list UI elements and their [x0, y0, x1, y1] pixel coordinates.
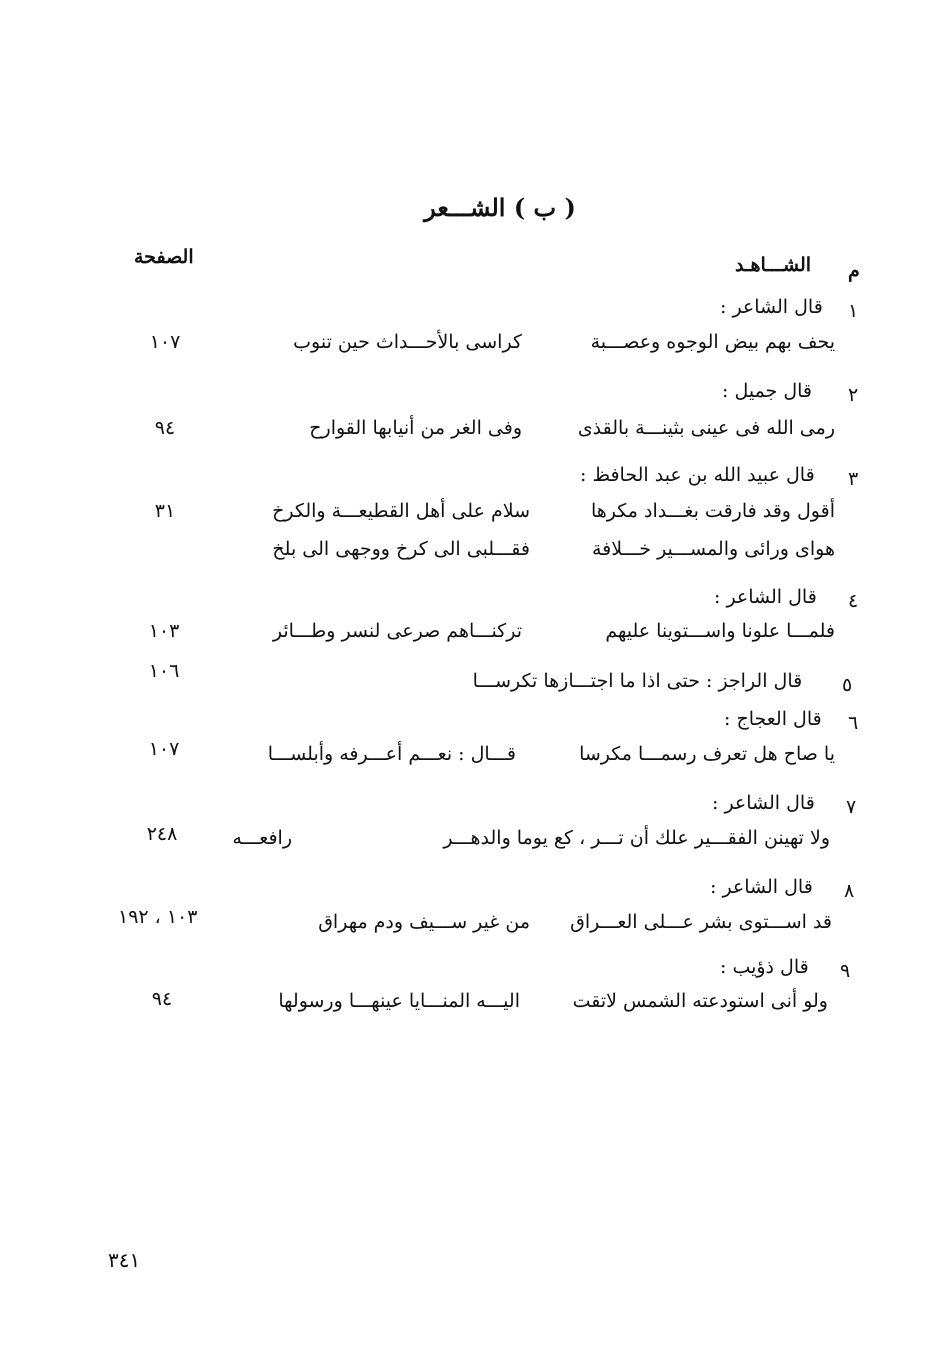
- entry-8-number: ٨: [844, 880, 855, 902]
- entry-1-line-1-first: يحف بهم بيض الوجوه وعصـــبة: [590, 331, 835, 353]
- page-number: ٣٤١: [108, 1248, 141, 1272]
- entry-9-line-1-second: اليـــه المنـــايا عينهـــا ورسولها: [278, 990, 520, 1012]
- entry-3-line-2-first: هواى ورائى والمســـير خـــلافة: [591, 538, 835, 560]
- entry-7-number: ٧: [846, 796, 857, 818]
- entry-7-intro: قال الشاعر :: [712, 792, 815, 814]
- entry-2-number: ٢: [848, 384, 859, 406]
- entry-3-page: ٣١: [154, 500, 176, 522]
- entry-2-page: ٩٤: [154, 417, 176, 439]
- entry-2-line-1-first: رمى الله فى عينى بثينـــة بالقذى: [577, 417, 835, 439]
- entry-1-page: ١٠٧: [149, 331, 181, 353]
- entry-4-line-1-second: تركنـــاهم صرعى لنسر وطـــائر: [272, 620, 522, 642]
- entry-8-page: ١٠٣ ، ١٩٢: [118, 906, 198, 928]
- entry-6-intro: قال العجاج :: [724, 708, 822, 730]
- entry-3-line-1-first: أقول وقد فارقت بغـــداد مكرها: [591, 500, 835, 522]
- entry-7-line-1-second: رافعـــه: [232, 827, 292, 849]
- section-title: ( ب ) الشـــعر: [424, 193, 576, 222]
- entry-4-intro: قال الشاعر :: [714, 586, 817, 608]
- entry-3-number: ٣: [848, 468, 859, 490]
- entry-7-page: ٢٤٨: [146, 823, 178, 845]
- entry-4-page: ١٠٣: [148, 620, 180, 642]
- entry-9-intro: قال ذؤيب :: [720, 956, 809, 978]
- entry-2-line-1-second: وفى الغر من أنيابها القوارح: [309, 417, 522, 439]
- entry-9-page: ٩٤: [151, 988, 173, 1010]
- header-number: م: [848, 260, 860, 282]
- entry-3-intro: قال عبيد الله بن عبد الحافظ :: [580, 464, 815, 486]
- entry-9-line-1-first: ولو أنى استودعته الشمس لاتقت: [572, 990, 828, 1012]
- entry-8-line-1-first: قد اســـتوى بشر عـــلى العـــراق: [570, 911, 832, 933]
- entry-5-intro: قال الراجز :: [706, 670, 803, 692]
- entry-2-intro: قال جميل :: [722, 380, 813, 402]
- entry-3-line-2-second: فقـــلبى الى كرخ ووجهى الى بلخ: [272, 538, 530, 560]
- entry-8-line-1-second: من غير ســـيف ودم مهراق: [318, 911, 530, 933]
- entry-1-intro: قال الشاعر :: [720, 296, 823, 318]
- entry-6-page: ١٠٧: [148, 738, 180, 760]
- entry-1-line-1-second: كراسى بالأحـــداث حين تنوب: [293, 331, 522, 353]
- entry-4-number: ٤: [848, 590, 859, 612]
- entry-9-number: ٩: [840, 960, 851, 982]
- header-page: الصفحة: [134, 246, 194, 268]
- entry-4-line-1-first: فلمـــا علونا واســـتوينا عليهم: [605, 620, 835, 642]
- entry-7-line-1-first: ولا تهينن الفقـــير علك أن تـــر ، كع يوما والدهـــر: [443, 827, 830, 849]
- entry-5-number: ٥: [842, 674, 853, 696]
- entry-5-page: ١٠٦: [148, 660, 180, 682]
- entry-1-number: ١: [848, 300, 859, 322]
- entry-3-line-1-second: سلام على أهل القطيعـــة والكرخ: [272, 500, 530, 522]
- header-shahid: الشـــاهـد: [735, 254, 812, 276]
- entry-5-inline-verse: حتى اذا ما اجتـــازها تكرســـا: [472, 670, 700, 692]
- entry-6-line-1-first: يا صاح هل تعرف رسمـــا مكرسا: [579, 743, 835, 765]
- entry-6-number: ٦: [848, 712, 859, 734]
- entry-8-intro: قال الشاعر :: [710, 876, 813, 898]
- entry-6-line-1-second: قـــال : نعـــم أعـــرفه وأبلســـا: [267, 743, 516, 765]
